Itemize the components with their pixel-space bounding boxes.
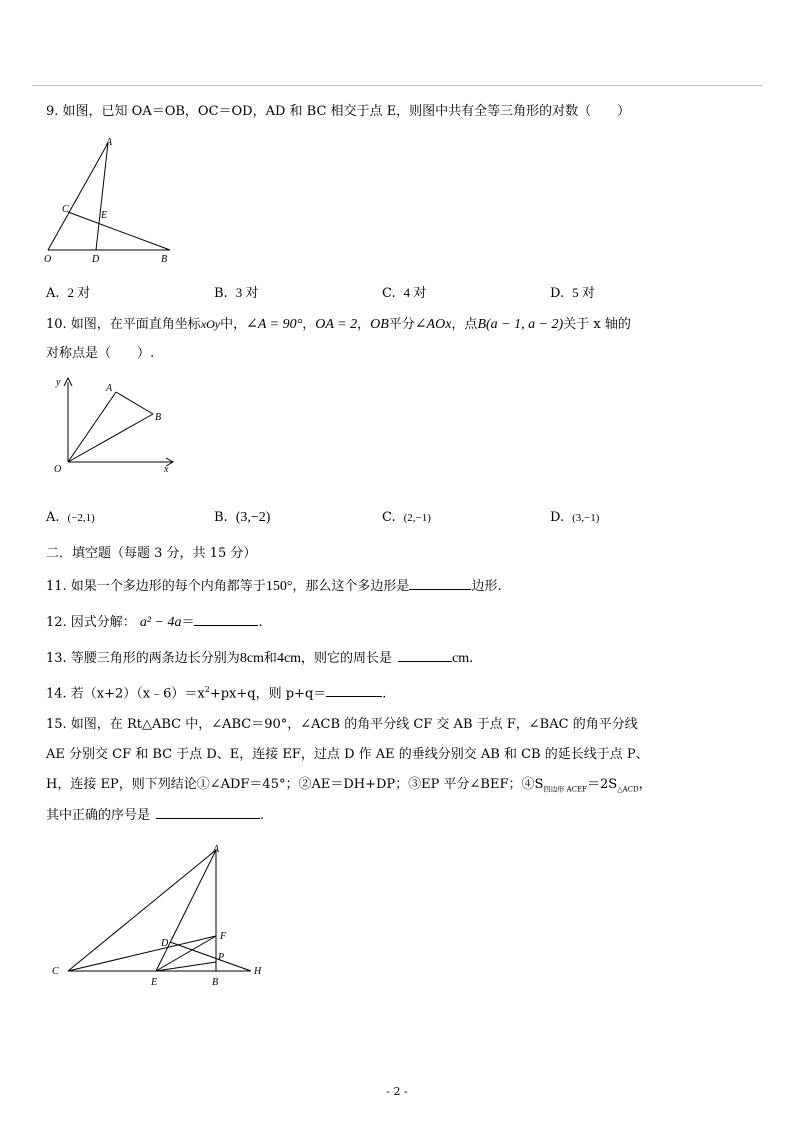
q15-segment-ca [68, 850, 216, 971]
q9-text: 9. 如图，已知 OA＝OB，OC＝OD，AD 和 BC 相交于点 E，则图中共有全等三角形的对数（ ） [46, 104, 631, 119]
q10-line1 [46, 315, 631, 334]
q10-figure [46, 372, 186, 482]
q15-line3 [46, 776, 652, 799]
q13-value-2: 4cm [276, 651, 302, 666]
q9-option-d [550, 284, 595, 303]
q13-text-c: ，则它的周长是 [301, 651, 393, 666]
q14-text-a: 14. 若（x+2）（x﹣6）＝x [46, 686, 205, 702]
q15-segment-ae [156, 850, 216, 971]
q13-text-a: 13. 等腰三角形的两条边长分别为 [46, 651, 240, 666]
q10-label-a: A [106, 383, 113, 394]
q10-text-g: 关于 x 轴的 [563, 317, 631, 332]
q10-option-a-value: (−2,1) [67, 512, 95, 524]
q9-segment-cb [68, 212, 170, 250]
q10-point-b: B(a − 1, a − 2) [477, 317, 564, 332]
q10-label-o: O [54, 464, 62, 475]
q10-xoy: xOy [200, 317, 221, 331]
q10-aox: ∠AOx [414, 317, 452, 332]
q10-option-a-letter: A. [46, 510, 60, 525]
q10-segment-ob [68, 414, 153, 462]
q11-text-a: 11. 如果一个多边形的每个内角都等于 [46, 579, 266, 594]
q14-exponent: 2 [204, 685, 210, 694]
q9-option-c-letter: C. [382, 286, 396, 301]
q15-line1: 15. 如图，在 Rt△ABC 中，∠ABC＝90°，∠ACB 的角平分线 CF 交 AB 于点 F，∠BAC 的角平分线 [46, 717, 638, 732]
q10-label-x: x [164, 464, 169, 475]
q9-option-a [46, 284, 90, 303]
q13-text [46, 649, 473, 668]
q14-answer-blank[interactable] [326, 684, 382, 697]
q10-label-b: B [155, 412, 162, 423]
q10-text-e: 平分 [388, 317, 415, 332]
q12-expression: a² − 4a [139, 615, 182, 630]
q9-label-c: C [62, 204, 69, 215]
q9-figure [40, 135, 180, 265]
q10-segment-oa [68, 392, 116, 462]
q15-label-c: C [52, 966, 59, 977]
q9-segment-oa [48, 143, 108, 250]
q10-text-a: 10. 如图，在平面直角坐标 [46, 317, 201, 332]
q9-label-b: B [161, 254, 168, 265]
q15-label-a: A [213, 844, 220, 855]
q9-option-c-value: 4 对 [403, 285, 427, 300]
q10-oa: OA = 2 [315, 317, 358, 332]
q15-label-f: F [220, 931, 227, 942]
q12-text-a: 12. 因式分解： [46, 615, 136, 630]
q10-ob: OB [370, 317, 389, 332]
q10-option-b-letter: B. [214, 510, 228, 525]
q9-label-e: E [101, 210, 108, 221]
q15-text-c: ， [638, 777, 652, 792]
q10-option-d-value: (3,−1) [572, 512, 600, 524]
q11-answer-blank[interactable] [409, 577, 471, 590]
q10-segment-ab [116, 392, 153, 414]
q13-answer-blank[interactable] [398, 649, 452, 662]
q10-label-y: y [56, 377, 61, 388]
q15-text-b: ＝2S [587, 777, 618, 792]
q15-answer-blank[interactable] [156, 806, 260, 819]
q15-label-b: B [212, 977, 219, 988]
q15-label-p: P [218, 952, 225, 963]
q10-angle-a: ∠A = 90° [246, 317, 303, 332]
q10-option-c [382, 509, 431, 527]
q12-text-c: . [258, 615, 263, 630]
q10-text-d: ， [357, 317, 371, 332]
q13-text-d: . [469, 651, 474, 666]
q14-text-b: +px+q，则 p+q＝ [209, 686, 327, 702]
q14-text-c: . [382, 686, 387, 702]
q9-option-d-value: 5 对 [572, 285, 595, 300]
q13-value-1: 8cm [239, 651, 264, 666]
q9-option-b-value: 3 对 [235, 285, 259, 300]
q15-subscript-1: 四边形 ACEF [543, 785, 588, 794]
q15-subscript-2: △ACD [617, 785, 639, 794]
q9-label-o: O [44, 254, 52, 265]
q15-text-d: 其中正确的序号是 [46, 808, 151, 823]
q12-text-b: ＝ [181, 615, 195, 630]
q9-label-a: A [106, 137, 113, 148]
q10-text-b: 中， [220, 317, 247, 332]
q10-option-b [214, 509, 270, 527]
q12-text [46, 613, 263, 632]
q10-text-f: ，点 [451, 317, 478, 332]
q15-label-e: E [151, 977, 158, 988]
q10-line2: 对称点是（ ）. [46, 346, 155, 361]
q9-option-a-value: 2 对 [67, 285, 91, 300]
q10-option-a [46, 509, 95, 527]
q9-label-d: D [92, 254, 100, 265]
q11-text-b: ，那么这个多边形是 [292, 579, 410, 594]
q15-figure [46, 840, 276, 990]
q13-unit: cm [452, 651, 470, 666]
q15-line4 [46, 806, 264, 825]
q11-angle: 150° [265, 579, 293, 594]
q10-option-b-value: (3,−2) [235, 510, 271, 525]
q9-option-d-letter: D. [550, 286, 565, 301]
q15-line2: AE 分别交 CF 和 BC 于点 D、E，连接 EF，过点 D 作 AE 的垂线分别交 AB 和 CB 的延长线于点 P、 [46, 747, 649, 762]
q10-option-d [550, 509, 599, 527]
q15-label-d: D [161, 938, 169, 949]
q10-option-d-letter: D. [550, 510, 565, 525]
q9-option-b [214, 284, 258, 303]
q9-option-b-letter: B. [214, 286, 228, 301]
q10-text-c: ， [302, 317, 316, 332]
q11-text-c: 边形. [471, 579, 502, 594]
q11-text [46, 577, 502, 596]
q15-label-h: H [254, 966, 262, 977]
q14-text [46, 681, 386, 703]
q15-text-a: H，连接 EP，则下列结论①∠ADF＝45°；②AE＝DH+DP；③EP 平分∠BEF；④S [46, 777, 544, 792]
q13-text-b: 和 [263, 651, 277, 666]
header-rule [32, 85, 762, 86]
q10-option-c-letter: C. [382, 510, 396, 525]
q9-option-c [382, 284, 426, 303]
q10-option-c-value: (2,−1) [403, 512, 431, 524]
q15-text-e: . [260, 808, 265, 823]
q9-segment-ad [96, 143, 108, 250]
q12-answer-blank[interactable] [194, 613, 258, 626]
q9-option-a-letter: A. [46, 286, 60, 301]
q15-segment-ep [156, 962, 216, 971]
section-2-heading: 二．填空题（每题 3 分，共 15 分） [46, 546, 257, 561]
page-number: - 2 - [386, 1085, 408, 1098]
